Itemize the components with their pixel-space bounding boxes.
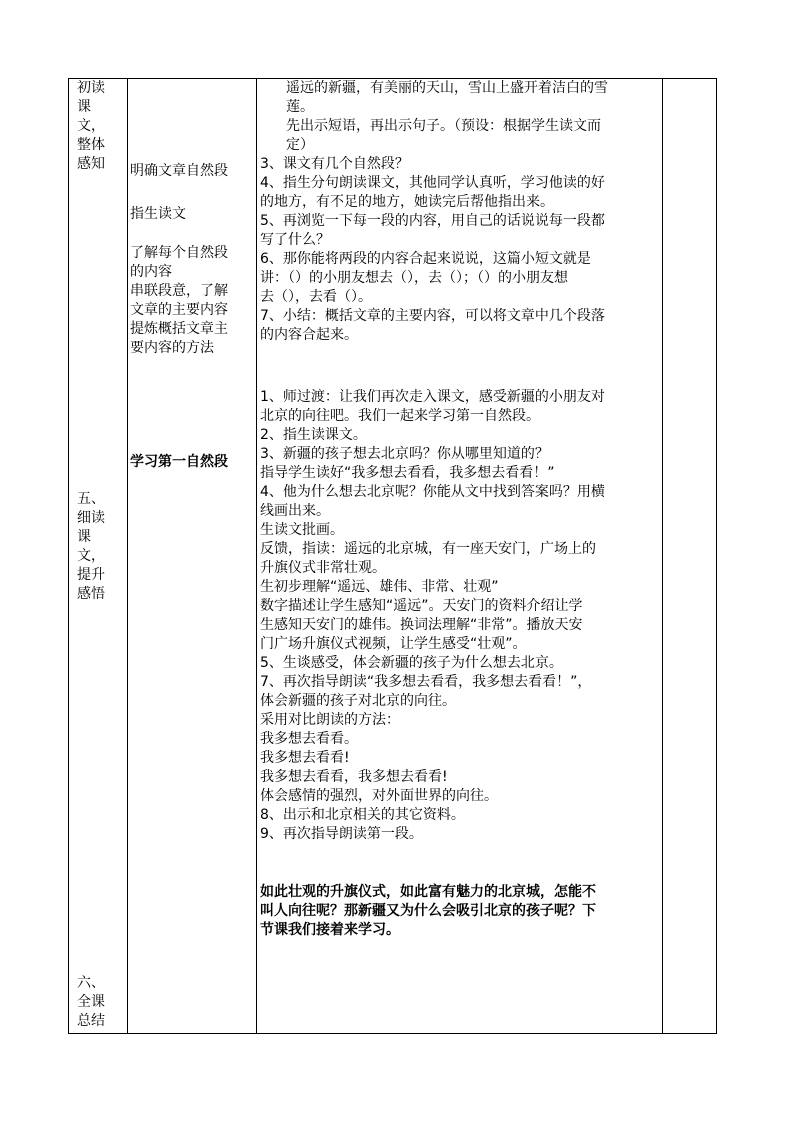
goal-2: 指生读文: [130, 206, 186, 222]
process-part-2: 1、师过渡：让我们再次走入课文，感受新疆的小朋友对 北京的向往吧。我们一起来学习第一自然段。 2、指生读课文。 3、新疆的孩子想去北京吗？你从哪里知道的？ 指导学生读好“我多想去看看，我多想去看看！” 4、他为什么想去北京呢？你能从文中找到答案吗？用横 线画出来。 生读文批画。 反馈，指读：遥远的北京城，有一座天安门，广场上的 升旗仪式非常壮观。 生初步理解“遥远、雄伟、非常、壮观” 数字描述让学生感知“遥远”。天安门的资料介绍让学 生感知天安门的雄伟。换词法理解“非常”。播放天安 门广场升旗仪式视频，让学生感受“壮观”。 5、生谈感受，体会新疆的孩子为什么想去北京。 7、再次指导朗读“我多想去看看，我多想去看看！”， 体会新疆的孩子对北京的向往。 采用对比朗读的方法： 我多想去看看。 我多想去看看! 我多想去看看，我多想去看看! 体会感情的强烈，对外面世界的向往。 8、出示和北京相关的其它资料。 9、再次指导朗读第一段。: [260, 389, 605, 842]
stage-5: 五、 细读 课 文， 提升 感悟: [77, 491, 105, 602]
process-part-3: 如此壮观的升旗仪式，如此富有魅力的北京城，怎能不 叫人向往呢？那新疆又为什么会吸引北京的孩子呢？下 节课我们接着来学习。: [260, 884, 596, 938]
goal-1: 明确文章自然段: [130, 163, 228, 179]
column-divider: [256, 79, 257, 1033]
goal-3: 了解每个自然段 的内容 串联段意，了解 文章的主要内容 提炼概括文章主 要内容的方法: [130, 245, 228, 356]
goal-6: 学习第一自然段: [130, 454, 228, 470]
process-part-1: 遥远的新疆，有美丽的天山，雪山上盛开着洁白的雪 莲。 先出示短语，再出示句子。（预设：根据学生读文而 定） 3、课文有几个自然段？ 4、指生分句朗读课文，其他同学认真听，学习他读的好 的地方，有不足的地方，她读完后帮他指出来。 5、再浏览一下每一段的内容，用自己的话说说每一段都 写了什么？ 6、那你能将两段的内容合起来说说，这篇小短文就是 讲：（）的小朋友想去（），去（）；（）的小朋友想 去（），去看（）。 7、小结：概括文章的主要内容，可以将文章中几个段落 的内容合起来。: [260, 80, 608, 343]
stage-4: 初读 课 文， 整体 感知: [77, 80, 105, 172]
lesson-plan-table: [68, 78, 717, 1034]
column-divider: [127, 79, 128, 1033]
stage-6: 六、 全课 总结: [77, 975, 105, 1029]
